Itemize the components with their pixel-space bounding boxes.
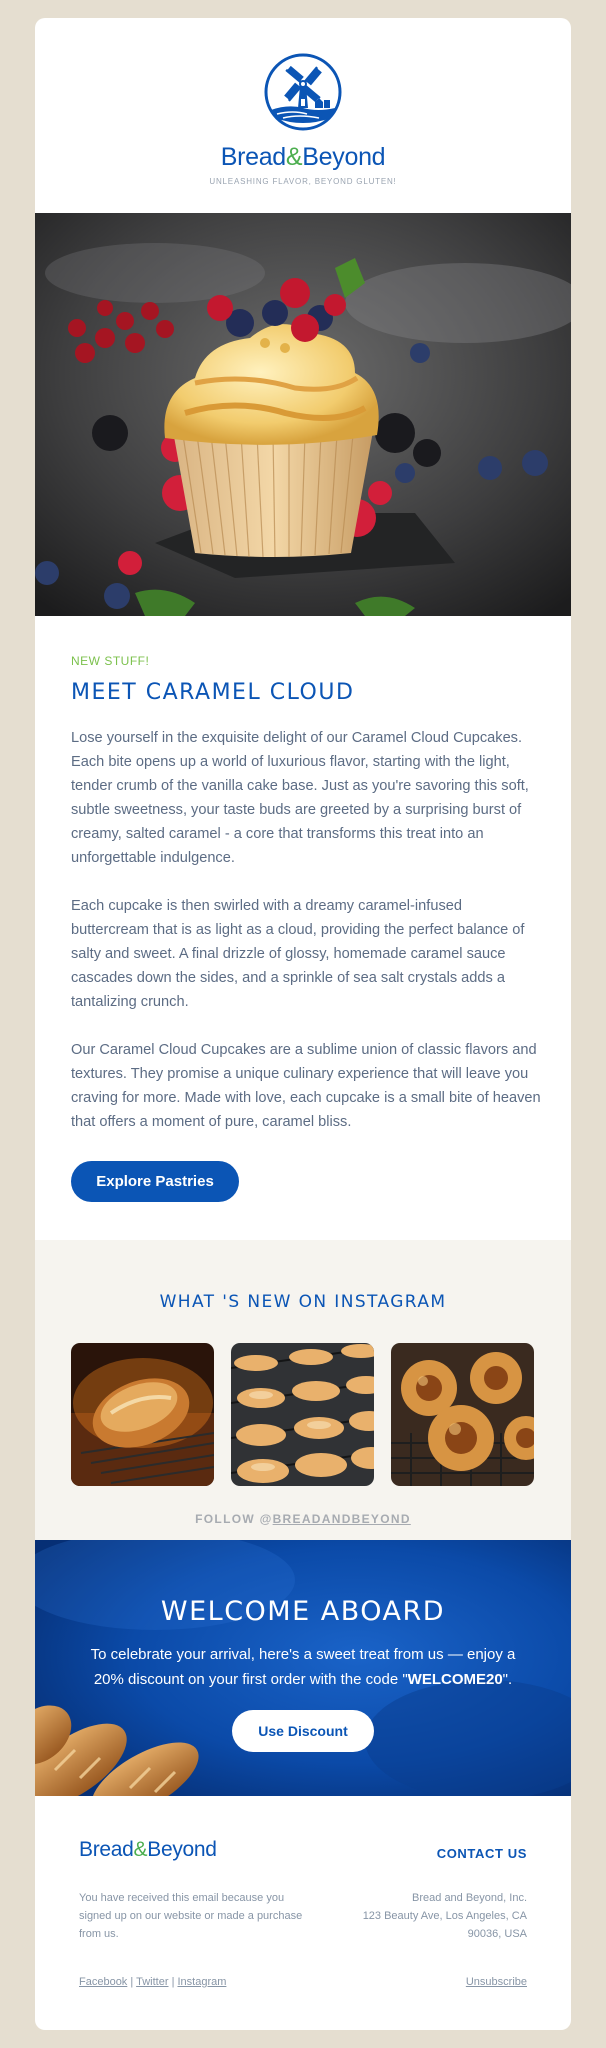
article-section <box>35 616 571 1256</box>
welcome-title: WELCOME ABOARD <box>160 1596 446 1627</box>
footer-address <box>307 1889 527 1943</box>
windmill-icon[interactable] <box>263 52 343 132</box>
article-body <box>71 726 541 1158</box>
article-headline: MEET CARAMEL CLOUD <box>71 680 355 705</box>
twitter-link[interactable]: Twitter <box>136 1976 169 1988</box>
instagram-handle-link[interactable]: BREADANDBEYOND <box>272 1512 411 1526</box>
instagram-photo-bread[interactable] <box>71 1343 214 1486</box>
email-header <box>35 18 571 213</box>
follow-prefix: FOLLOW @ <box>195 1512 273 1526</box>
address-line-1: Bread and Beyond, Inc. <box>412 1892 527 1904</box>
footer-brand-part2: Beyond <box>147 1838 217 1861</box>
brand-part2: Beyond <box>302 143 386 171</box>
explore-pastries-button[interactable]: Explore Pastries <box>71 1161 239 1202</box>
footer-brand-ampersand: & <box>133 1838 148 1861</box>
social-links <box>79 1976 226 1988</box>
hero-image-cupcake <box>35 213 571 616</box>
article-paragraph-2: Each cupcake is then swirled with a dreamy caramel-infused buttercream that is as light as a cloud, providing the perfect balance of salty and sweet. A final drizzle of glossy, homemade caramel sauce cascades down the sides, and a sprinkle of sea salt crystals adds a tantalizing crunch. <box>71 898 525 1010</box>
welcome-banner <box>35 1540 571 1796</box>
welcome-text <box>75 1642 531 1692</box>
welcome-text-before: To celebrate your arrival, here's a sweet treat from us — enjoy a 20% discount on your first order with the code " <box>90 1646 516 1688</box>
email-container <box>35 18 571 2030</box>
link-separator: | <box>171 1976 175 1988</box>
brand-tagline: UNLEASHING FLAVOR, BEYOND GLUTEN! <box>209 177 397 186</box>
instagram-follow <box>35 1512 571 1526</box>
instagram-link[interactable]: Instagram <box>177 1976 227 1988</box>
address-line-3: 90036, USA <box>467 1928 527 1940</box>
instagram-section <box>35 1240 571 1540</box>
instagram-title: WHAT 'S NEW ON INSTAGRAM <box>159 1292 447 1312</box>
address-line-2: 123 Beauty Ave, Los Angeles, CA <box>362 1910 527 1922</box>
welcome-text-after: ". <box>502 1671 513 1688</box>
use-discount-button[interactable]: Use Discount <box>232 1710 374 1752</box>
instagram-photo-croissants[interactable] <box>231 1343 374 1486</box>
article-eyebrow: NEW STUFF! <box>71 654 150 668</box>
email-footer <box>35 1796 571 2030</box>
discount-code: WELCOME20 <box>407 1671 503 1688</box>
brand-part1: Bread <box>220 143 286 171</box>
footer-note: You have received this email because you signed up on our website or made a purchase from us. <box>79 1892 303 1940</box>
footer-brand-part1: Bread <box>79 1838 134 1861</box>
brand-ampersand: & <box>285 143 303 171</box>
unsubscribe-link[interactable]: Unsubscribe <box>465 1976 527 1988</box>
article-paragraph-1: Lose yourself in the exquisite delight of our Caramel Cloud Cupcakes. Each bite opens up a world of luxurious flavor, starting with the light, tender crumb of the vanilla cake base. Just as you're savoring this soft, subtle sweetness, your taste buds are greeted by a surprising burst of creamy, salted caramel - a core that transforms this treat into an unforgettable indulgence. <box>71 730 529 866</box>
link-separator: | <box>130 1976 134 1988</box>
footer-brand-wordmark[interactable] <box>79 1838 217 1862</box>
contact-us-link[interactable]: CONTACT US <box>436 1846 527 1861</box>
article-paragraph-3: Our Caramel Cloud Cupcakes are a sublime union of classic flavors and textures. They promise a unique culinary experience that will leave you craving for more. Made with love, each cupcake is a small bite of heaven that offers a moment of pure, caramel bliss. <box>71 1042 541 1130</box>
brand-wordmark[interactable] <box>35 143 571 172</box>
instagram-photo-danishes[interactable] <box>391 1343 534 1486</box>
facebook-link[interactable]: Facebook <box>79 1976 128 1988</box>
